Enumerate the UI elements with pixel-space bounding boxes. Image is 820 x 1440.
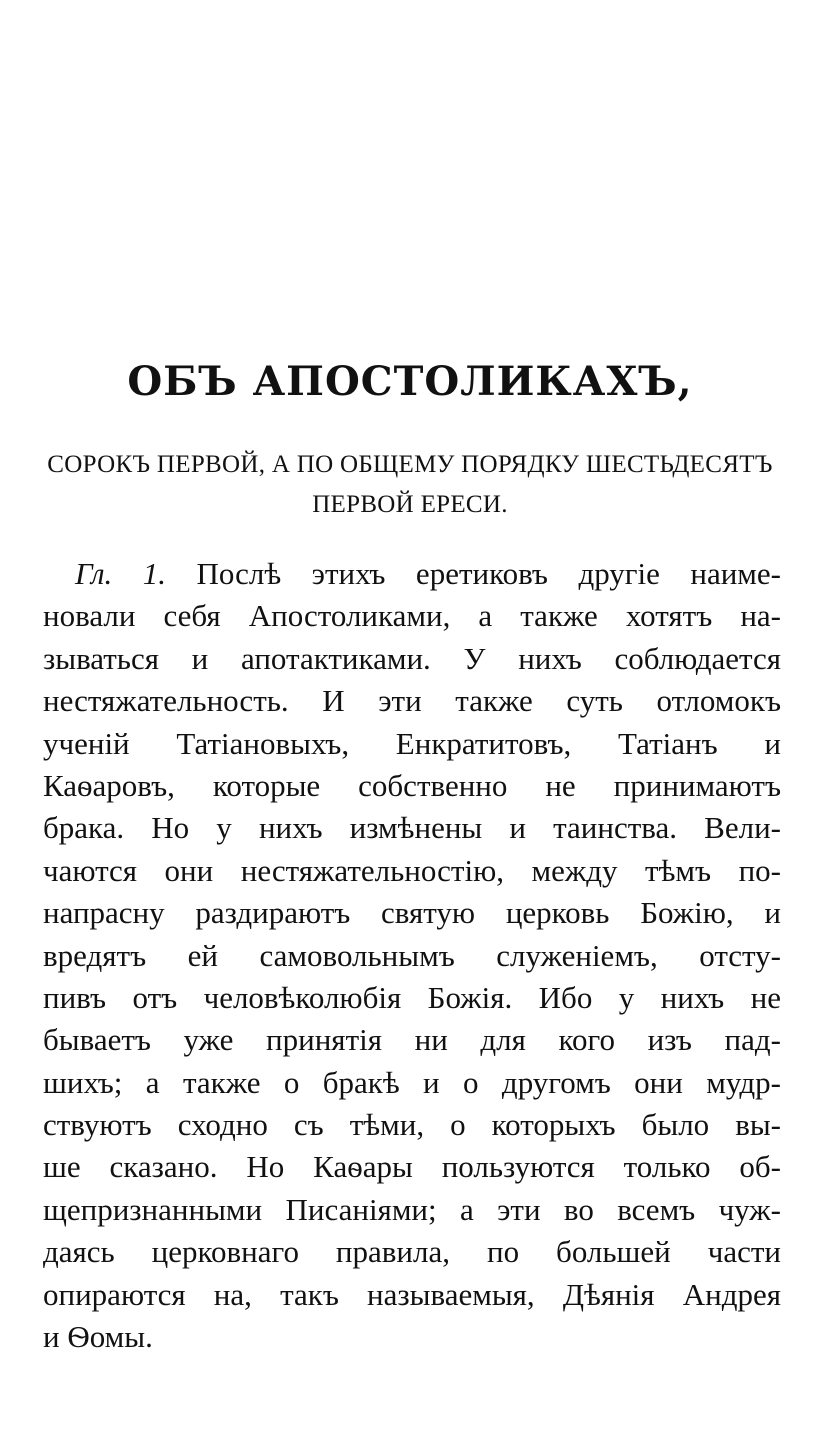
text-line: ствуютъ сходно съ тѣми, о которыхъ было вы- <box>43 1107 781 1143</box>
text-line-content: Послѣ этихъ еретиковъ другіе наиме- <box>196 556 782 591</box>
subtitle-line: ПЕРВОЙ ЕРЕСИ. <box>312 491 508 518</box>
text-line: напрасну раздираютъ святую церковь Божію, и <box>43 895 781 931</box>
text-line: даясь церковнаго правила, по большей части <box>43 1234 781 1270</box>
text-line <box>43 553 781 595</box>
text-line: новали себя Апостоликами, а также хотятъ на- <box>43 598 781 634</box>
text-line: шихъ; а также о бракѣ и о другомъ они мудр- <box>43 1064 781 1100</box>
body-paragraph <box>43 553 781 1358</box>
text-line: нестяжательность. И эти также суть отломокъ <box>43 683 781 719</box>
chapter-marker: Гл. 1. <box>75 556 166 591</box>
page-title: ОБЪ АПОСТОЛИКАХЪ, <box>127 358 693 405</box>
text-line: ше сказано. Но Каѳары пользуются только об- <box>43 1149 781 1185</box>
text-line: ученій Татіановыхъ, Енкратитовъ, Татіанъ и <box>43 725 781 761</box>
text-line: бываетъ уже принятія ни для кого изъ пад- <box>43 1022 781 1058</box>
text-line: пивъ отъ человѣколюбія Божія. Ибо у нихъ не <box>43 979 781 1015</box>
text-line: вредятъ ей самовольнымъ служеніемъ, отсту- <box>43 937 781 973</box>
text-line: брака. Но у нихъ измѣнены и таинства. Вели- <box>43 810 781 846</box>
text-line: зываться и апотактиками. У нихъ соблюдается <box>43 640 781 676</box>
text-line: чаются они нестяжательностію, между тѣмъ по- <box>43 852 781 888</box>
subtitle-line: СОРОКЪ ПЕРВОЙ, А ПО ОБЩЕМУ ПОРЯДКУ ШЕСТЬДЕСЯТЪ <box>47 451 773 478</box>
text-line: опираются на, такъ называемыя, Дѣянія Андрея <box>43 1276 781 1312</box>
text-line: и Ѳомы. <box>43 1319 153 1355</box>
subtitle <box>40 445 780 525</box>
text-line: щепризнанными Писаніями; а эти во всемъ чуж- <box>43 1191 781 1227</box>
text-line: Каѳаровъ, которые собственно не принимаютъ <box>43 767 781 803</box>
